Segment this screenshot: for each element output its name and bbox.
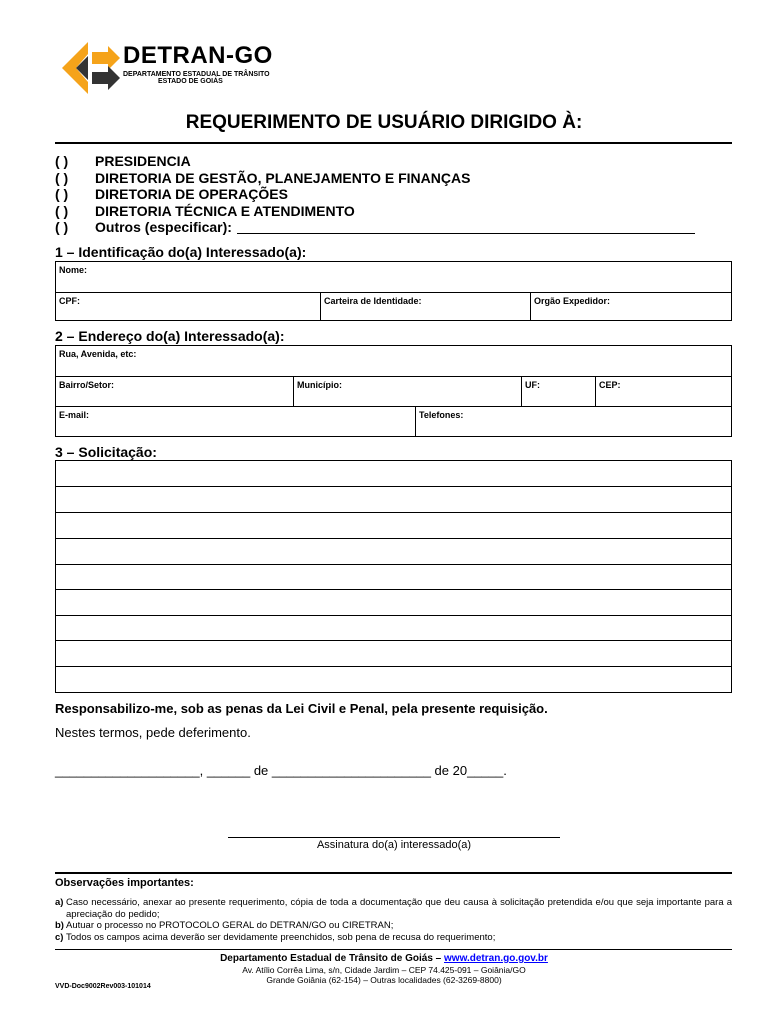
uf-label: UF: xyxy=(525,380,540,390)
solicitacao-line[interactable] xyxy=(56,539,731,565)
page-title: REQUERIMENTO DE USUÁRIO DIRIGIDO À: xyxy=(185,112,583,133)
signature-line[interactable] xyxy=(228,837,560,838)
solicitacao-line[interactable] xyxy=(56,590,731,616)
observation-text: Caso necessário, anexar ao presente requerimento, cópia de toda a documentação que deu causa à solicitação pretendida e/ou que seja importante para a apreciação do pedido; xyxy=(66,897,732,920)
cpf-field[interactable] xyxy=(56,293,321,321)
email-label: E-mail: xyxy=(59,410,90,420)
option-gestao[interactable] xyxy=(55,170,470,186)
checkbox-paren: ( ) xyxy=(55,186,69,202)
solicitacao-box xyxy=(55,460,732,693)
logo-subtitle: DEPARTAMENTO ESTADUAL DE TRÂNSITO xyxy=(123,71,270,78)
nome-field[interactable] xyxy=(56,262,731,293)
observation-key: c) xyxy=(55,932,64,943)
cep-label: CEP: xyxy=(599,380,621,390)
option-outros[interactable] xyxy=(55,219,232,235)
observation-item xyxy=(55,897,732,921)
nome-label: Nome: xyxy=(59,265,88,275)
footer-phones: Grande Goiânia (62-154) – Outras localidades (62-3269-8800) xyxy=(266,975,502,985)
section-3-title: 3 – Solicitação: xyxy=(55,444,157,460)
telefones-label: Telefones: xyxy=(419,410,464,420)
observations-divider xyxy=(55,872,732,874)
observations-title: Observações importantes: xyxy=(55,877,194,889)
municipio-field[interactable] xyxy=(294,377,522,407)
solicitacao-line[interactable] xyxy=(56,487,731,513)
declaration-text: Responsabilizo-me, sob as penas da Lei Civil e Penal, pela presente requisição. xyxy=(55,701,548,716)
option-label: Outros (especificar): xyxy=(95,219,232,235)
checkbox-paren: ( ) xyxy=(55,219,69,235)
closing-text: Nestes termos, pede deferimento. xyxy=(55,725,251,740)
option-presidencia[interactable] xyxy=(55,153,191,169)
logo-text: DETRAN-GO xyxy=(123,42,273,69)
website-link[interactable]: www.detran.go.gov.br xyxy=(444,953,548,964)
checkbox-paren: ( ) xyxy=(55,170,69,186)
footer-address: Av. Atílio Corrêa Lima, s/n, Cidade Jardim – CEP 74.425-091 – Goiânia/GO xyxy=(242,965,526,975)
rua-label: Rua, Avenida, etc: xyxy=(59,349,137,359)
identification-box xyxy=(55,261,732,321)
signature-label: Assinatura do(a) interessado(a) xyxy=(316,839,472,851)
solicitacao-line[interactable] xyxy=(56,513,731,539)
option-tecnica[interactable] xyxy=(55,203,355,219)
solicitacao-line[interactable] xyxy=(56,461,731,487)
solicitacao-line[interactable] xyxy=(56,641,731,667)
rg-label: Carteira de Identidade: xyxy=(324,296,422,306)
option-label: PRESIDENCIA xyxy=(95,153,191,169)
footer-org-name: Departamento Estadual de Trânsito de Goiás – xyxy=(220,953,442,964)
date-line[interactable]: ____________________, ______ de ______________________ de 20_____. xyxy=(55,763,507,778)
orgao-label: Orgão Expedidor: xyxy=(534,296,611,306)
observation-item xyxy=(55,920,732,932)
email-field[interactable] xyxy=(56,407,416,436)
municipio-label: Município: xyxy=(297,380,342,390)
cpf-label: CPF: xyxy=(59,296,80,306)
footer-org xyxy=(0,953,768,964)
telefones-field[interactable] xyxy=(416,407,731,436)
section-2-title: 2 – Endereço do(a) Interessado(a): xyxy=(55,328,285,344)
orgao-field[interactable] xyxy=(531,293,731,321)
bairro-field[interactable] xyxy=(56,377,294,407)
section-1-title: 1 – Identificação do(a) Interessado(a): xyxy=(55,244,307,260)
checkbox-paren: ( ) xyxy=(55,153,69,169)
observation-key: a) xyxy=(55,897,64,908)
solicitacao-line[interactable] xyxy=(56,667,731,692)
rua-field[interactable] xyxy=(56,346,731,377)
detran-arrows-icon xyxy=(62,42,120,94)
document-code: VVD-Doc9002Rev003-101014 xyxy=(55,983,151,990)
observation-key: b) xyxy=(55,920,64,931)
checkbox-paren: ( ) xyxy=(55,203,69,219)
option-label: DIRETORIA DE GESTÃO, PLANEJAMENTO E FINANÇAS xyxy=(95,170,471,186)
footer-divider xyxy=(55,949,732,950)
observation-text: Todos os campos acima deverão ser devidamente preenchidos, sob pena de recusa do requerimento; xyxy=(66,932,496,943)
logo-subtitle-state: ESTADO DE GOIÁS xyxy=(158,78,223,85)
address-box xyxy=(55,345,732,437)
observation-item xyxy=(55,932,732,944)
option-operacoes[interactable] xyxy=(55,186,288,202)
solicitacao-line[interactable] xyxy=(56,616,731,641)
option-label: DIRETORIA DE OPERAÇÕES xyxy=(95,186,288,202)
solicitacao-line[interactable] xyxy=(56,565,731,590)
rg-field[interactable] xyxy=(321,293,531,321)
uf-field[interactable] xyxy=(522,377,596,407)
outros-fill-line[interactable] xyxy=(237,233,695,234)
option-label: DIRETORIA TÉCNICA E ATENDIMENTO xyxy=(95,203,355,219)
bairro-label: Bairro/Setor: xyxy=(59,380,115,390)
title-divider xyxy=(55,142,732,144)
cep-field[interactable] xyxy=(596,377,731,407)
observation-text: Autuar o processo no PROTOCOLO GERAL do DETRAN/GO ou CIRETRAN; xyxy=(66,920,394,931)
